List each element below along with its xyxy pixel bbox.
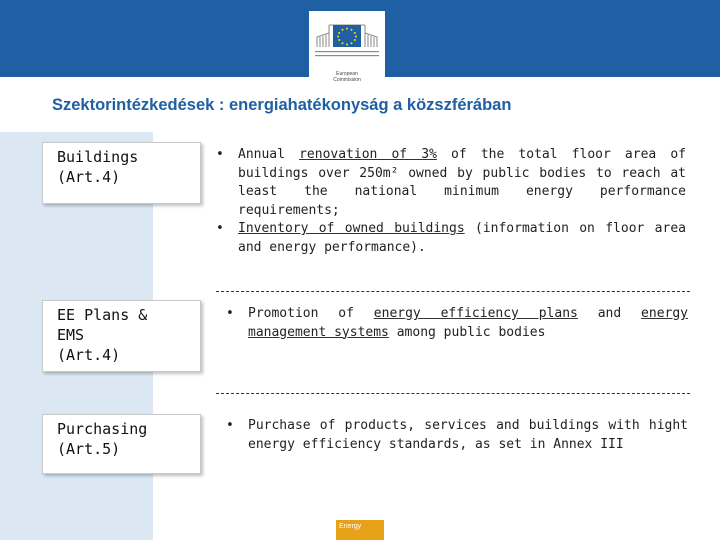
bullet-text: of the total floor area of buildings over 250m² owned by public bodies to reach at least the national minimum energy performance requirements; bbox=[238, 147, 687, 218]
european-commission-logo bbox=[309, 11, 385, 97]
article-box-ee-plans bbox=[42, 300, 201, 372]
underlined-text: renovation of 3% bbox=[299, 147, 437, 162]
section-divider bbox=[216, 393, 690, 394]
article-box-line: Buildings bbox=[57, 148, 139, 166]
commission-building-icon bbox=[309, 11, 385, 71]
bullet-dot-icon: • bbox=[216, 147, 224, 162]
article-box-buildings bbox=[42, 142, 201, 204]
bullet-dot-icon: • bbox=[216, 221, 224, 236]
bullet-item bbox=[226, 305, 688, 342]
bullet-item bbox=[216, 220, 686, 257]
energy-tag: Energy bbox=[336, 520, 384, 540]
article-box-line: EE Plans & bbox=[57, 306, 148, 324]
bullet-item bbox=[216, 146, 686, 220]
section-divider bbox=[216, 291, 690, 292]
underlined-text: energy efficiency plans bbox=[373, 306, 578, 321]
bullet-item bbox=[226, 417, 688, 454]
section-content-ee-plans bbox=[226, 305, 688, 342]
page-title: Szektorintézkedések : energiahatékonyság a közszférában bbox=[52, 96, 512, 114]
underlined-text: Inventory of owned buildings bbox=[238, 221, 465, 236]
article-box-line: (Art.4) bbox=[57, 168, 121, 186]
bullet-dot-icon: • bbox=[226, 306, 234, 321]
logo-caption bbox=[309, 71, 385, 83]
article-box-purchasing bbox=[42, 414, 201, 474]
bullet-text: Purchase of products, services and buildings with hight energy efficiency standards, as set in Annex III bbox=[248, 418, 688, 452]
logo-caption-line-2: Commission bbox=[333, 77, 361, 83]
section-content-purchasing bbox=[226, 417, 688, 454]
bullet-dot-icon: • bbox=[226, 418, 234, 433]
article-box-line: (Art.5) bbox=[57, 440, 121, 458]
underlined-text: energy management systems bbox=[248, 306, 689, 340]
bullet-text: Annual bbox=[238, 147, 300, 162]
bullet-text: and bbox=[577, 306, 642, 321]
bullet-text: among public bodies bbox=[388, 324, 546, 340]
bullet-text: (information on floor area and energy performance). bbox=[238, 221, 686, 255]
logo-caption-line-1: European bbox=[336, 71, 358, 77]
article-box-line: EMS bbox=[57, 326, 85, 344]
section-content-buildings bbox=[216, 146, 686, 257]
bullet-text: Promotion of bbox=[248, 306, 374, 321]
article-box-line: Purchasing bbox=[57, 420, 148, 438]
article-box-line: (Art.4) bbox=[57, 346, 121, 364]
